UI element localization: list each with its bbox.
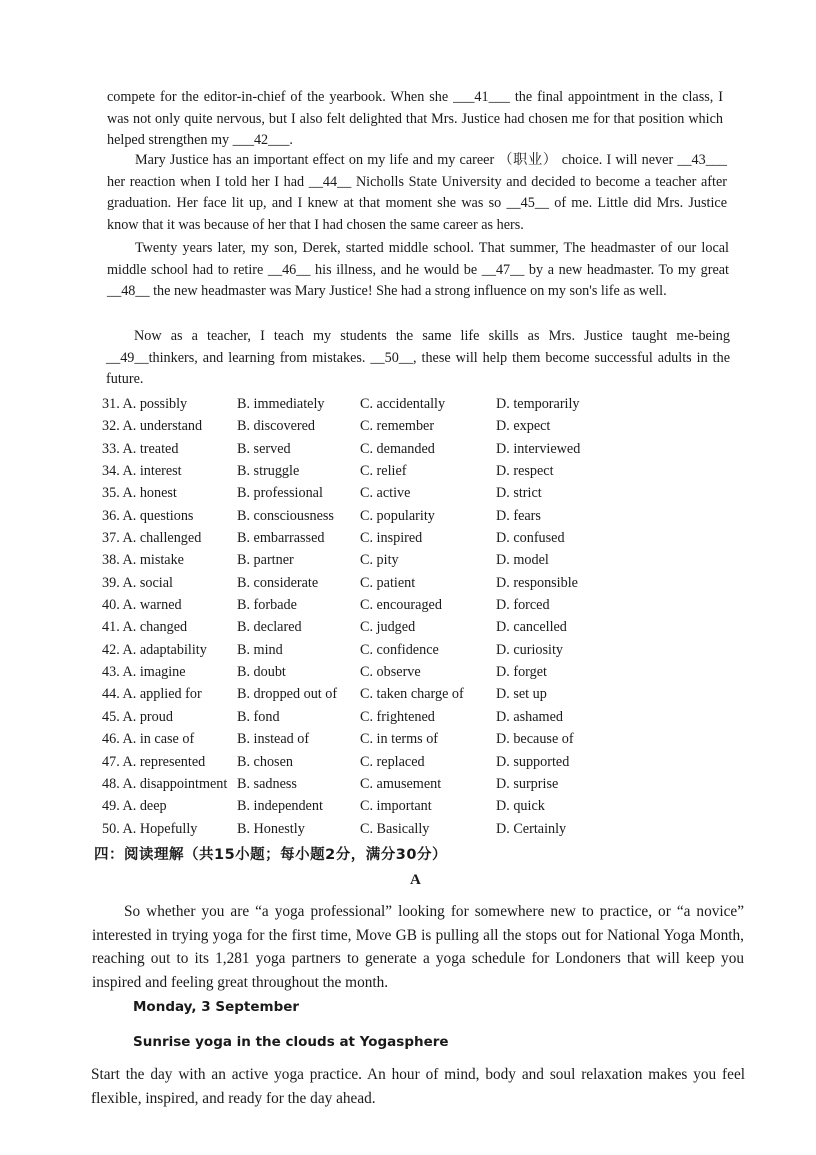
option-b: B. partner: [237, 552, 294, 569]
option-a: 44. A. applied for: [102, 686, 202, 703]
option-d: D. supported: [496, 753, 570, 770]
option-c: C. confidence: [360, 641, 439, 658]
option-row: [102, 549, 622, 571]
option-a: 40. A. warned: [102, 597, 182, 614]
option-b: B. discovered: [237, 418, 316, 435]
option-c: C. accidentally: [360, 396, 446, 412]
option-c: C. replaced: [360, 753, 425, 770]
option-row: [102, 393, 622, 415]
option-row: [102, 639, 622, 661]
option-row: [102, 572, 622, 594]
option-c: C. taken charge of: [360, 686, 464, 703]
option-b: B. declared: [237, 619, 302, 636]
option-row: [102, 706, 622, 728]
option-b: B. struggle: [237, 463, 300, 480]
passage-paragraph-2: Mary Justice has an important effect on my life and my career （职业） choice. I will never __43___ her reaction when I told her I had __44__ Nicholls State University and decided to become a teacher after graduation. Her face lit up, and I knew at that moment she was so __45__ of me. Little did Mrs. Justice know that it was because of her that I had chosen the same career as hers.: [107, 152, 727, 233]
option-a: 46. A. in case of: [102, 731, 195, 748]
option-a: 31. A. possibly: [102, 396, 188, 412]
option-c: C. judged: [360, 619, 416, 636]
option-a: 43. A. imagine: [102, 664, 186, 681]
option-d: D. strict: [496, 485, 542, 502]
option-b: B. chosen: [237, 753, 293, 770]
option-b: B. professional: [237, 485, 323, 502]
option-a: 39. A. social: [102, 574, 173, 591]
option-c: C. demanded: [360, 440, 435, 457]
option-b: B. consciousness: [237, 507, 334, 524]
option-row: [102, 438, 622, 460]
option-b: B. immediately: [237, 396, 325, 412]
option-c: C. pity: [360, 552, 399, 569]
option-row: [102, 616, 622, 638]
option-c: C. encouraged: [360, 597, 442, 614]
option-row: [102, 751, 622, 773]
option-a: 33. A. treated: [102, 440, 179, 457]
option-a: 41. A. changed: [102, 619, 188, 636]
option-d: D. forced: [496, 597, 550, 614]
option-c: C. important: [360, 798, 432, 815]
option-d: D. model: [496, 552, 549, 569]
option-b: B. considerate: [237, 574, 319, 591]
option-b: B. fond: [237, 708, 280, 725]
option-d: D. respect: [496, 463, 554, 480]
option-row: [102, 683, 622, 705]
option-b: B. embarrassed: [237, 530, 325, 547]
passage-paragraph-4: Now as a teacher, I teach my students the same life skills as Mrs. Justice taught me-being __49__thinkers, and learning from mistakes. __50__, these will help them become successful adults in the future.: [106, 328, 730, 387]
option-d: D. fears: [496, 507, 541, 524]
option-row: [102, 594, 622, 616]
option-c: C. active: [360, 485, 411, 502]
option-b: B. Honestly: [237, 820, 305, 837]
option-d: D. temporarily: [496, 396, 580, 412]
option-b: B. instead of: [237, 731, 310, 748]
option-a: 36. A. questions: [102, 507, 194, 524]
option-c: C. popularity: [360, 507, 435, 524]
option-c: C. patient: [360, 574, 416, 591]
option-a: 47. A. represented: [102, 753, 206, 770]
option-row: [102, 795, 622, 817]
option-a: 34. A. interest: [102, 463, 182, 480]
option-d: D. expect: [496, 418, 551, 435]
option-b: B. dropped out of: [237, 686, 338, 703]
option-a: 38. A. mistake: [102, 552, 184, 569]
passage-letter: A: [410, 872, 421, 888]
passage-paragraph-3: Twenty years later, my son, Derek, started middle school. That summer, The headmaster of our local middle school had to retire __46__ his illness, and he would be __47__ by a new headmaster. To my great __48__ the new headmaster was Mary Justice! She had a strong influence on my son's life as well.: [107, 240, 729, 299]
option-d: D. cancelled: [496, 619, 567, 636]
option-b: B. sadness: [237, 775, 297, 792]
option-b: B. mind: [237, 641, 283, 658]
option-c: C. relief: [360, 463, 407, 480]
option-a: 37. A. challenged: [102, 530, 202, 547]
option-d: D. interviewed: [496, 440, 581, 457]
option-a: 42. A. adaptability: [102, 641, 207, 658]
passage-paragraph-1: compete for the editor-in-chief of the yearbook. When she ___41___ the final appointment in the class, I was not only quite nervous, but I also felt delighted that Mrs. Justice had chosen me for that position which helped strengthen my ___42___.: [107, 89, 723, 148]
option-a: 32. A. understand: [102, 418, 203, 435]
option-row: [102, 415, 622, 437]
option-a: 35. A. honest: [102, 485, 177, 502]
option-d: D. Certainly: [496, 820, 567, 837]
option-b: B. forbade: [237, 597, 297, 614]
answer-options-list: [102, 393, 622, 840]
option-d: D. forget: [496, 664, 547, 681]
option-row: [102, 460, 622, 482]
option-d: D. confused: [496, 530, 565, 547]
option-a: 48. A. disappointment: [102, 775, 228, 792]
option-a: 45. A. proud: [102, 708, 173, 725]
option-row: [102, 818, 622, 840]
option-row: [102, 661, 622, 683]
option-a: 49. A. deep: [102, 798, 167, 815]
option-d: D. responsible: [496, 574, 578, 591]
option-d: D. because of: [496, 731, 574, 748]
section-heading: 四：阅读理解（共15小题；每小题2分，满分30分）: [94, 847, 447, 863]
option-a: 50. A. Hopefully: [102, 820, 198, 837]
option-row: [102, 527, 622, 549]
reading-intro-paragraph: So whether you are “a yoga professional” looking for somewhere new to practice, or “a novice” interested in trying yoga for the first time, Move GB is pulling all the stops out for National Yoga Month, reaching out to its 1,281 yoga partners to generate a yoga schedule for Londoners that will keep you inspired and feeling great throughout the month.: [92, 903, 744, 992]
option-row: [102, 482, 622, 504]
option-d: D. curiosity: [496, 641, 563, 658]
option-c: C. inspired: [360, 530, 423, 547]
option-d: D. surprise: [496, 775, 559, 792]
option-b: B. served: [237, 440, 291, 457]
option-c: C. Basically: [360, 820, 430, 837]
event-title: Sunrise yoga in the clouds at Yogasphere: [133, 1034, 449, 1050]
option-d: D. ashamed: [496, 708, 563, 725]
option-d: D. quick: [496, 798, 545, 815]
option-b: B. doubt: [237, 664, 286, 681]
option-c: C. observe: [360, 664, 421, 681]
option-d: D. set up: [496, 686, 547, 703]
option-c: C. amusement: [360, 775, 442, 792]
option-row: [102, 773, 622, 795]
option-b: B. independent: [237, 798, 323, 815]
option-c: C. remember: [360, 418, 435, 435]
option-c: C. frightened: [360, 708, 435, 725]
event-description: Start the day with an active yoga practice. An hour of mind, body and soul relaxation makes you feel flexible, inspired, and ready for the day ahead.: [91, 1066, 745, 1107]
option-row: [102, 505, 622, 527]
event-date: Monday, 3 September: [133, 999, 300, 1015]
option-c: C. in terms of: [360, 731, 439, 748]
option-row: [102, 728, 622, 750]
